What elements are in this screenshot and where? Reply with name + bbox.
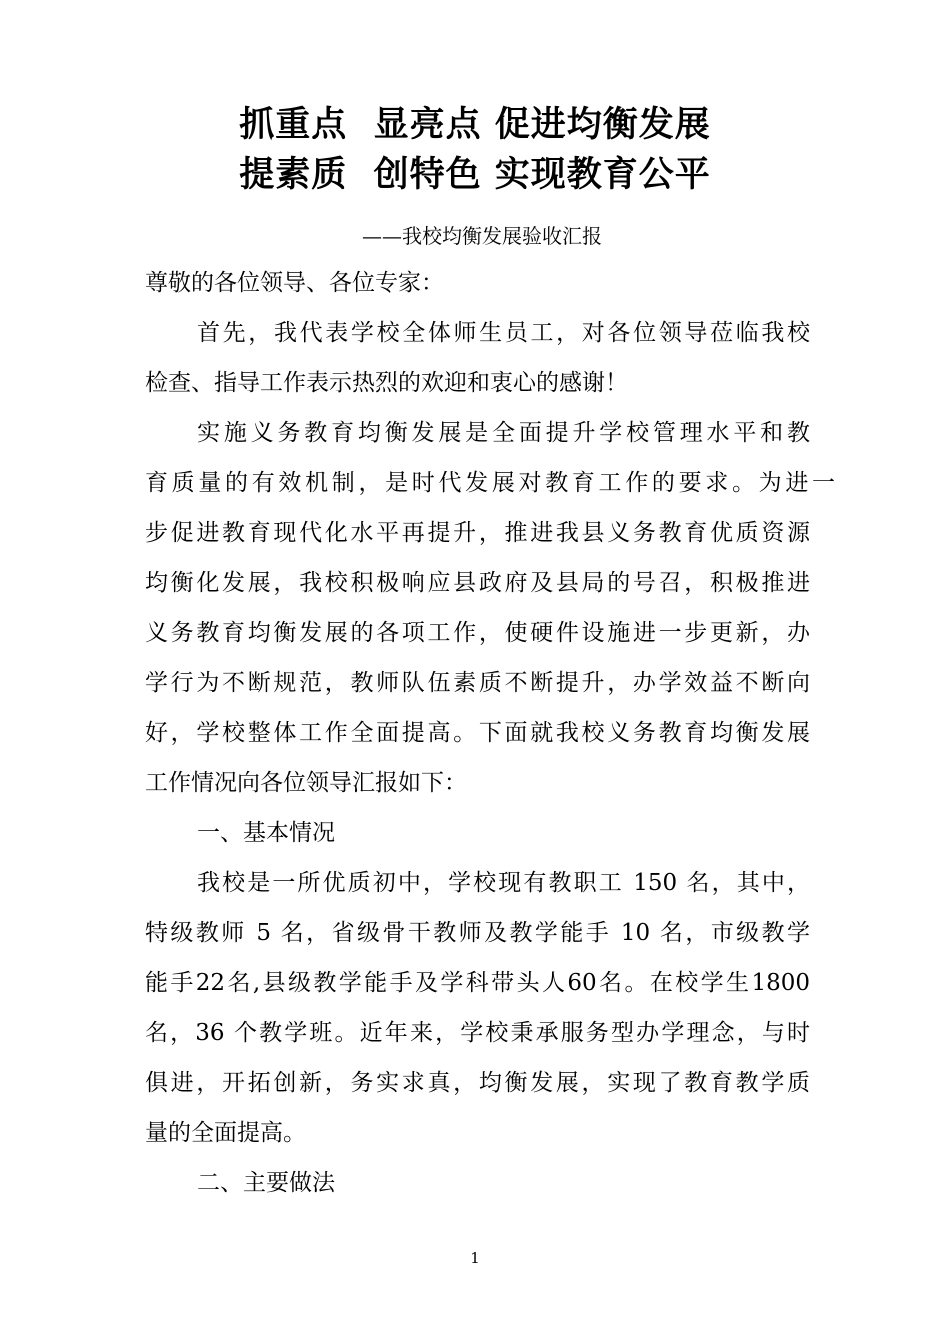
body-line: 学行为不断规范，教师队伍素质不断提升，办学效益不断向 <box>145 670 810 696</box>
body-line: 实施义务教育均衡发展是全面提升学校管理水平和教 <box>197 420 810 446</box>
salutation: 尊敬的各位领导、各位专家： <box>145 270 444 296</box>
body-line: 首先，我代表学校全体师生员工，对各位领导莅临我校 <box>197 320 810 346</box>
body-line: 好，学校整体工作全面提高。下面就我校义务教育均衡发展 <box>145 720 810 746</box>
section-heading-methods: 二、主要做法 <box>197 1170 335 1196</box>
body-line: 工作情况向各位领导汇报如下： <box>145 770 467 796</box>
body-line: 特级教师 5 名，省级骨干教师及教学能手 10 名，市级教学 <box>145 920 810 946</box>
body-line: 义务教育均衡发展的各项工作，使硬件设施进一步更新，办 <box>145 620 810 646</box>
body-line: 步促进教育现代化水平再提升，推进我县义务教育优质资源 <box>145 520 810 546</box>
body-line: 俱进，开拓创新，务实求真，均衡发展，实现了教育教学质 <box>145 1070 810 1096</box>
page-number: 1 <box>470 1249 480 1267</box>
body-line: 量的全面提高。 <box>145 1120 306 1146</box>
document-title-line-2: 提素质 创特色 实现教育公平 <box>239 155 711 195</box>
body-line: 能手22名,县级教学能手及学科带头人60名。在校学生1800 <box>145 970 810 996</box>
body-line: 均衡化发展，我校积极响应县政府及县局的号召，积极推进 <box>145 570 810 596</box>
body-line: 名，36 个教学班。近年来，学校秉承服务型办学理念，与时 <box>145 1020 810 1046</box>
body-line: 我校是一所优质初中，学校现有教职工 150 名，其中， <box>197 870 810 896</box>
body-line: 检查、指导工作表示热烈的欢迎和衷心的感谢！ <box>145 370 628 396</box>
document-subtitle: ——我校均衡发展验收汇报 <box>362 224 602 248</box>
section-heading-basic: 一、基本情况 <box>197 820 335 846</box>
document-title-line-1: 抓重点 显亮点 促进均衡发展 <box>239 105 711 145</box>
body-line: 育质量的有效机制，是时代发展对教育工作的要求。为进一 <box>145 470 835 496</box>
